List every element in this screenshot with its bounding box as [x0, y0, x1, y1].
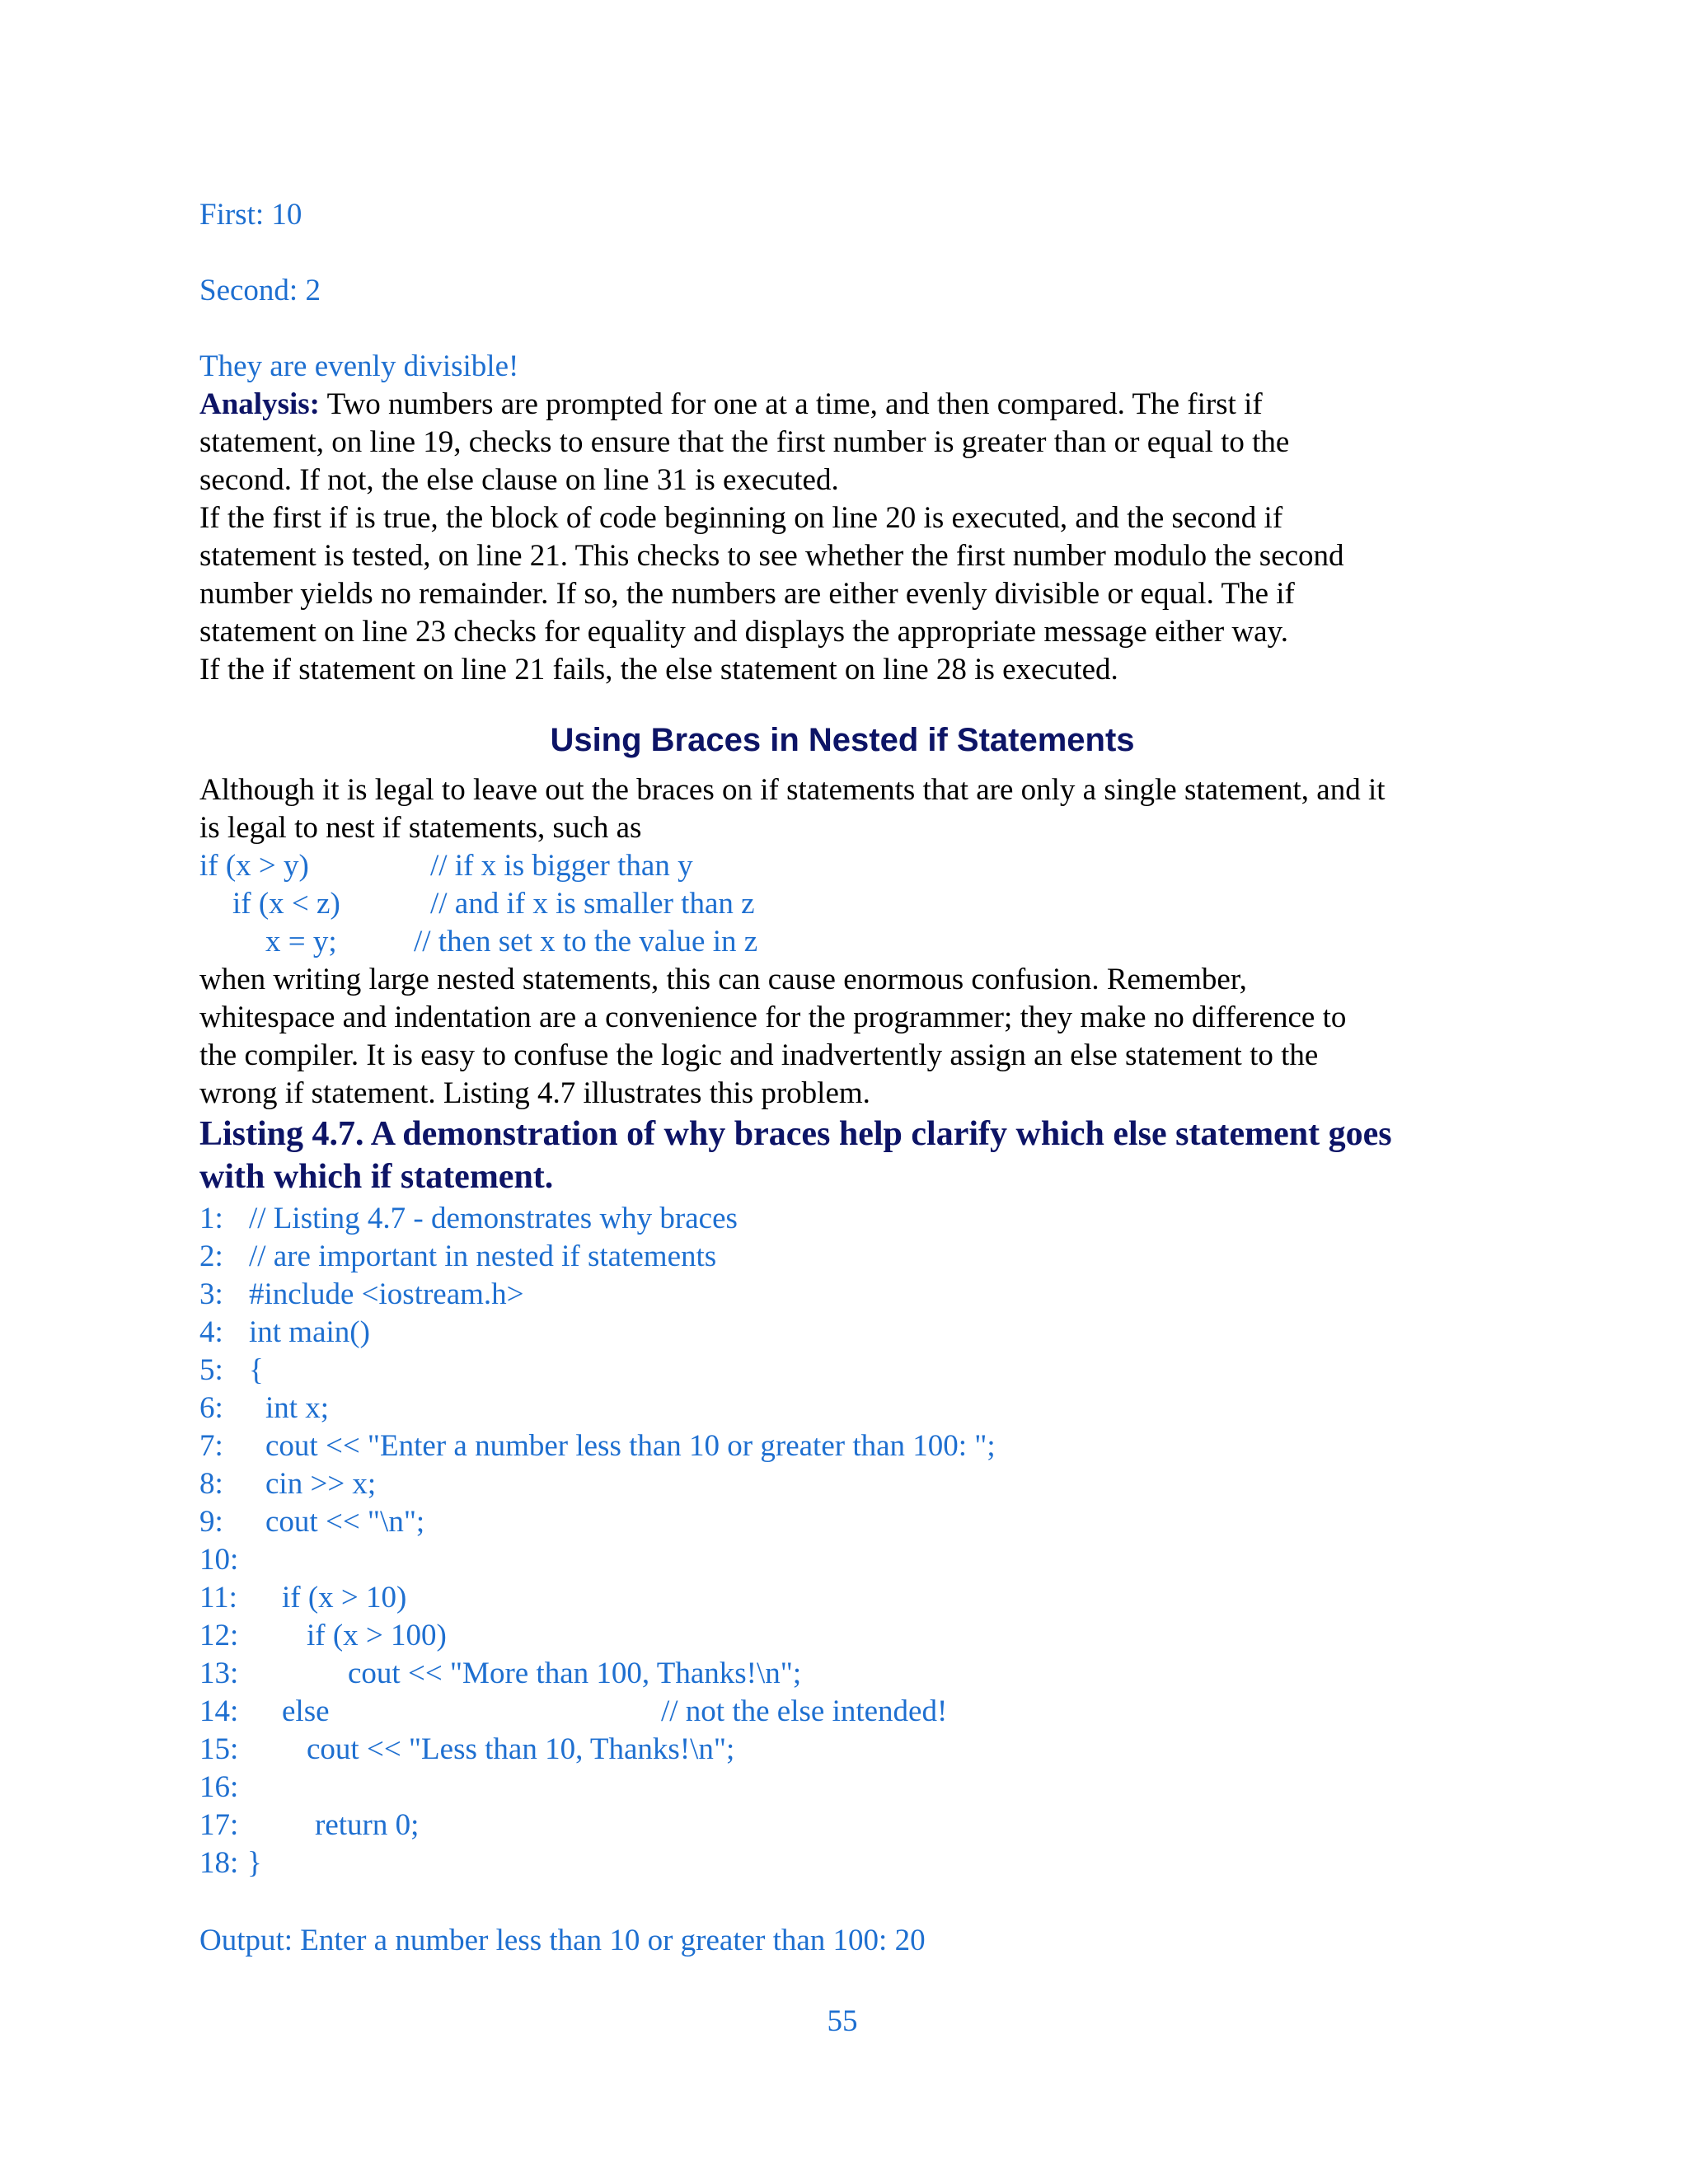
code-text: else — [282, 1694, 330, 1728]
code-text: cout << "Less than 10, Thanks!\n"; — [307, 1732, 735, 1766]
output-line: They are evenly divisible! — [199, 349, 519, 383]
code-text: { — [249, 1353, 264, 1387]
code-comment: // not the else intended! — [661, 1694, 948, 1728]
listing-title-line: with which if statement. — [199, 1158, 554, 1196]
code-text: int main() — [249, 1315, 370, 1349]
code-comment: // then set x to the value in z — [414, 925, 758, 958]
listing-line — [199, 1390, 1353, 1427]
analysis-label: Analysis: — [199, 387, 320, 421]
code-text: // Listing 4.7 - demonstrates why braces — [249, 1202, 738, 1235]
body-text: when writing large nested statements, this can cause enormous confusion. Remember, — [199, 963, 1247, 996]
code-text: cout << "More than 100, Thanks!\n"; — [348, 1657, 802, 1690]
line-number: 10: — [199, 1543, 239, 1577]
code-comment: // if x is bigger than y — [430, 849, 693, 883]
listing-line — [199, 1503, 1353, 1541]
line-number: 15: — [199, 1732, 239, 1766]
listing-line — [199, 1807, 1353, 1844]
listing-line — [199, 1844, 1353, 1882]
code-text: cout << "\n"; — [265, 1505, 425, 1539]
line-number: 13: — [199, 1657, 239, 1690]
analysis-text: Two numbers are prompted for one at a time, and then compared. The first if — [319, 387, 1263, 421]
line-number: 16: — [199, 1770, 239, 1804]
example-code-line — [199, 847, 1189, 885]
listing-line — [199, 1427, 1353, 1465]
intro-text: is legal to nest if statements, such as — [199, 811, 642, 845]
code-text: int x; — [265, 1391, 330, 1425]
analysis-text: If the if statement on line 21 fails, the else statement on line 28 is executed. — [199, 653, 1118, 687]
analysis-paragraph — [199, 386, 1344, 689]
code-text: if (x < z) — [232, 887, 340, 921]
page-number: 55 — [827, 2004, 858, 2038]
body-text: the compiler. It is easy to confuse the logic and inadvertently assign an else statement to the — [199, 1038, 1319, 1072]
analysis-text: statement is tested, on line 21. This checks to see whether the first number modulo the second — [199, 539, 1344, 573]
analysis-text: second. If not, the else clause on line 31 is executed. — [199, 463, 839, 497]
example-code-line — [199, 885, 1189, 923]
line-number: 11: — [199, 1581, 237, 1615]
code-comment: // and if x is smaller than z — [430, 887, 755, 921]
code-text: if (x > 10) — [282, 1581, 407, 1615]
line-number: 6: — [199, 1391, 223, 1425]
body-paragraph — [199, 961, 1346, 1113]
line-number: 5: — [199, 1353, 223, 1387]
listing-line — [199, 1731, 1353, 1769]
code-text: cout << "Enter a number less than 10 or greater than 100: "; — [265, 1429, 996, 1463]
listing-line — [199, 1200, 1353, 1238]
intro-text: Although it is legal to leave out the braces on if statements that are only a single statement, and it — [199, 773, 1386, 807]
listing-title-line: Listing 4.7. A demonstration of why braces help clarify which else statement goes — [199, 1115, 1392, 1153]
listing-line — [199, 1465, 1353, 1503]
example-code — [199, 847, 1189, 961]
listing-line — [199, 1352, 1353, 1390]
body-text: wrong if statement. Listing 4.7 illustrates this problem. — [199, 1076, 870, 1110]
listing-line — [199, 1693, 1353, 1731]
analysis-text: number yields no remainder. If so, the numbers are either evenly divisible or equal. The if — [199, 577, 1295, 611]
output-line: Second: 2 — [199, 274, 321, 307]
listing-line — [199, 1769, 1353, 1807]
listing-line — [199, 1541, 1353, 1579]
line-number: 1: — [199, 1202, 223, 1235]
line-number: 7: — [199, 1429, 223, 1463]
listing-title — [199, 1113, 1392, 1198]
analysis-text: If the first if is true, the block of code beginning on line 20 is executed, and the second if — [199, 501, 1283, 535]
line-number: 3: — [199, 1277, 223, 1311]
line-number: 14: — [199, 1694, 239, 1728]
code-text: if (x > y) — [199, 849, 309, 883]
line-number: 17: — [199, 1808, 239, 1842]
analysis-text: statement, on line 19, checks to ensure that the first number is greater than or equal to the — [199, 425, 1290, 459]
line-number: 4: — [199, 1315, 223, 1349]
code-text: if (x > 100) — [307, 1619, 447, 1652]
listing-line — [199, 1617, 1353, 1655]
code-text: #include <iostream.h> — [249, 1277, 524, 1311]
listing-line — [199, 1579, 1353, 1617]
listing-line — [199, 1238, 1353, 1276]
code-text: x = y; — [265, 925, 337, 958]
output-line: First: 10 — [199, 198, 302, 232]
section-heading: Using Braces in Nested if Statements — [550, 722, 1135, 758]
listing-code — [199, 1200, 1353, 1882]
code-text: cin >> x; — [265, 1467, 377, 1501]
code-text: return 0; — [315, 1808, 420, 1842]
line-number: 12: — [199, 1619, 239, 1652]
listing-line — [199, 1655, 1353, 1693]
program-output-bottom: Output: Enter a number less than 10 or greater than 100: 20 — [199, 1924, 926, 1957]
line-number: 18: — [199, 1846, 239, 1880]
line-number: 2: — [199, 1240, 223, 1273]
code-text: } — [247, 1846, 262, 1880]
code-text: // are important in nested if statements — [249, 1240, 717, 1273]
intro-paragraph — [199, 771, 1386, 847]
example-code-line — [199, 923, 1189, 961]
line-number: 8: — [199, 1467, 223, 1501]
listing-line — [199, 1314, 1353, 1352]
line-number: 9: — [199, 1505, 223, 1539]
analysis-text: statement on line 23 checks for equality and displays the appropriate message either way. — [199, 615, 1288, 649]
listing-line — [199, 1276, 1353, 1314]
body-text: whitespace and indentation are a convenience for the programmer; they make no difference to — [199, 1001, 1347, 1034]
